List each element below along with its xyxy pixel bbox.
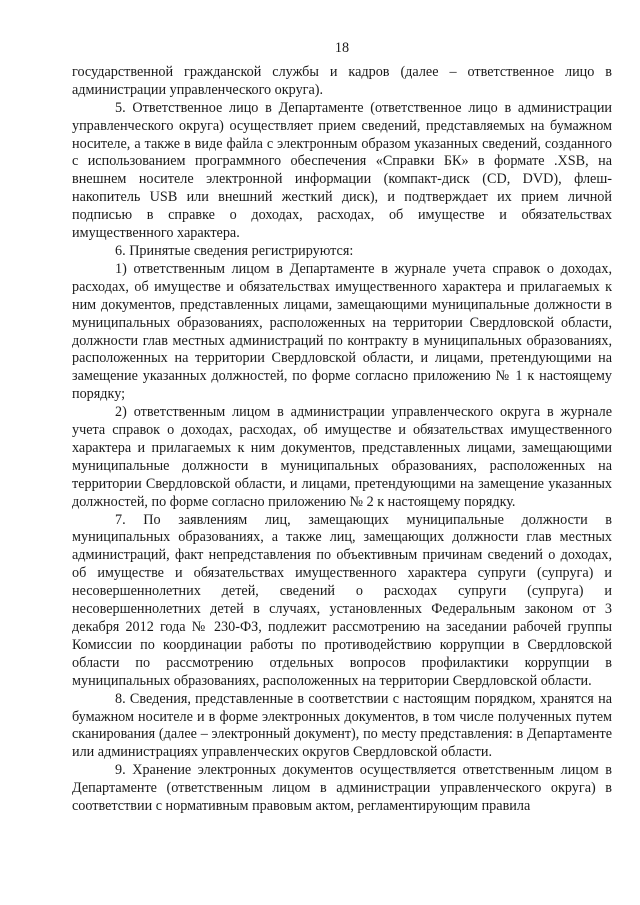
paragraph-9: 9. Хранение электронных документов осуществляется ответственным лицом в Департаменте (ответственным лицом в администрации управленческого округа) в соответствии с нормативным правовым актом, регламентирующим правила: [72, 762, 612, 815]
page-number: 18: [334, 40, 350, 56]
paragraph-6-item-2: 2) ответственным лицом в администрации управленческого округа в журнале учета справок о доходах, расходах, об имуществе и обязательствах имущественного характера и прилагаемых к ним документов, представленных лицами, замещающими муниципальные должности в муниципальных образованиях, расположенных на территории Свердловской области, и лицами, претендующими на замещение указанных должностей, по форме согласно приложению № 2 к настоящему порядку.: [72, 404, 612, 510]
document-page: [72, 40, 612, 816]
paragraph-5: 5. Ответственное лицо в Департаменте (ответственное лицо в администрации управленческого округа) осуществляет прием сведений, представляемых на бумажном носителе, а также в виде файла с электронным образом указанных сведений, созданного с использованием программного обеспечения «Справки БК» в формате .XSB, на внешнем носителе электронной информации (компакт-диск (CD, DVD), флеш-накопитель USB или внешний жесткий диск), и подтверждает их прием личной подписью в справке о доходах, расходах, об имуществе и обязательствах имущественного характера.: [72, 99, 612, 242]
paragraph-6-item-1: 1) ответственным лицом в Департаменте в журнале учета справок о доходах, расходах, об имуществе и обязательствах имущественного характера и прилагаемых к ним документов, представленных лицами, замещающими муниципальные должности в муниципальных образованиях, расположенных на территории Свердловской области, должности глав местных администраций по контракту в муниципальных образованиях, расположенных на территории Свердловской области, и лицами, претендующими на замещение указанных должностей, по форме согласно приложению № 1 к настоящему порядку;: [72, 260, 612, 403]
paragraph-6: 6. Принятые сведения регистрируются:: [115, 242, 354, 259]
paragraph-8: 8. Сведения, представленные в соответствии с настоящим порядком, хранятся на бумажном носителе и в форме электронных документов, в том числе полученных путем сканирования (далее – электронный документ), по месту представления: в Департаменте или администрациях управленческих округов Свердловской области.: [72, 690, 612, 761]
paragraph-continuation: государственной гражданской службы и кадров (далее – ответственное лицо в администрации управленческого округа).: [72, 63, 612, 98]
paragraph-7: 7. По заявлениям лиц, замещающих муниципальные должности в муниципальных образованиях, а также лиц, замещающих должности глав местных администраций, факт непредставления по объективным причинам сведений о доходах, об имуществе и обязательствах имущественного характера супруги (супруга) и несовершеннолетних детей, сведений о расходах супруги (супруга) и несовершеннолетних детей в случаях, установленных Федеральным законом от 3 декабря 2012 года № 230-ФЗ, подлежит рассмотрению на заседании рабочей группы Комиссии по координации работы по противодействию коррупции в Свердловской области по рассмотрению отдельных вопросов профилактики коррупции в муниципальных образованиях, расположенных на территории Свердловской области.: [72, 511, 612, 689]
